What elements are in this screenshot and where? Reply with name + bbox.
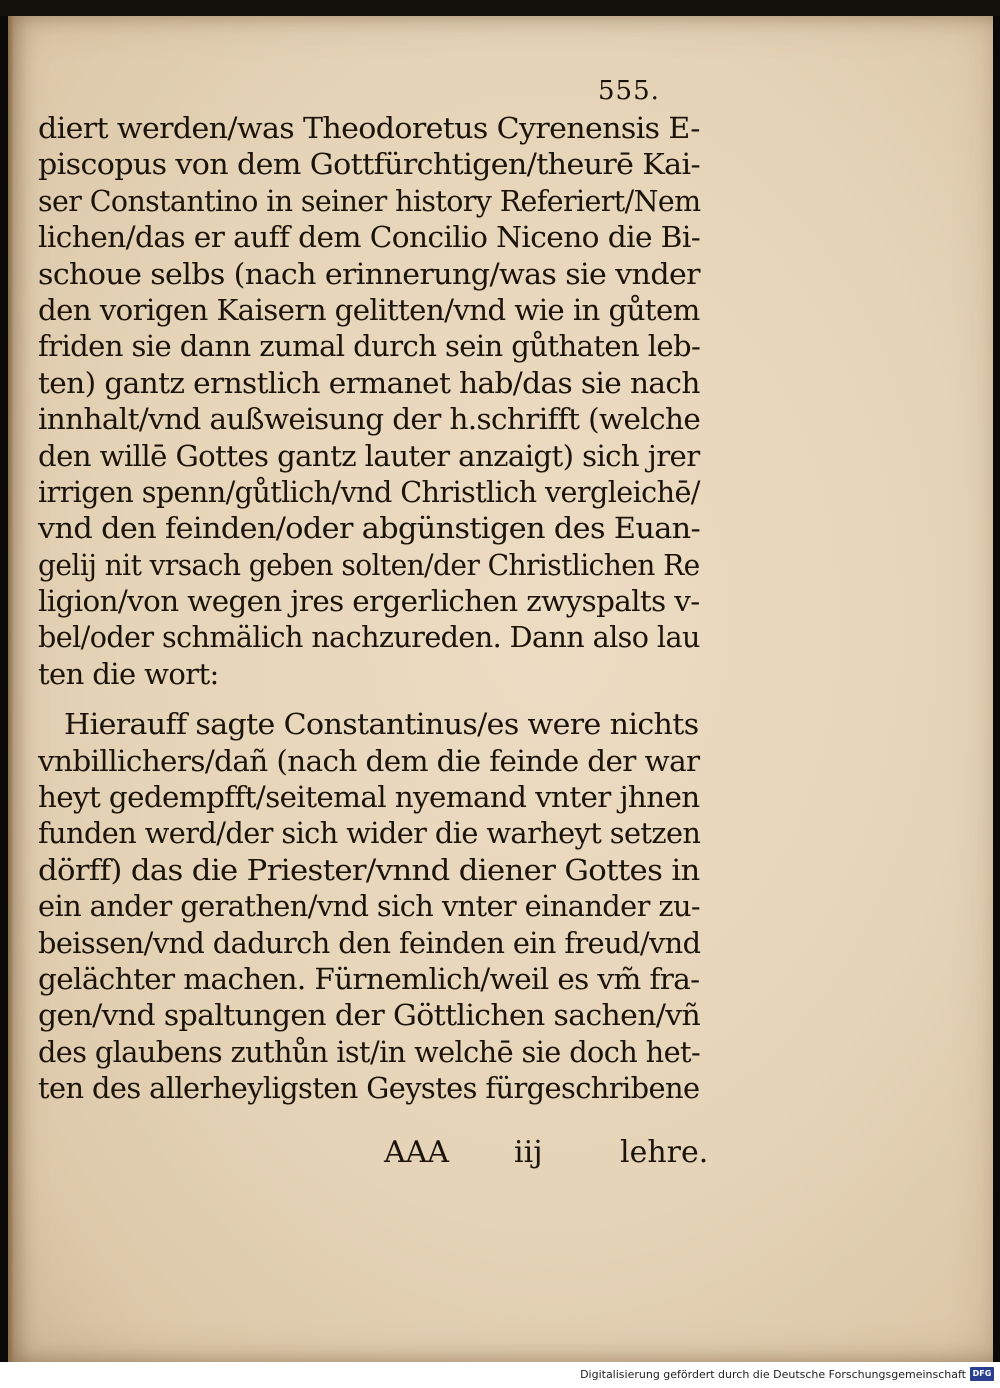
text-line: friden sie dann zumal durch sein gůthaten leb- bbox=[38, 329, 701, 364]
text-line: lichen/das er auff dem Concilio Niceno die Bi- bbox=[38, 220, 701, 255]
paragraph-1 bbox=[38, 110, 708, 692]
text-line: bel/oder schmälich nachzureden. Dann also lau bbox=[38, 620, 700, 655]
scan-top-strip bbox=[0, 0, 1000, 16]
text-line: den willē Gottes gantz lauter anzaigt) sich jrer bbox=[38, 438, 700, 473]
page-number: 555. bbox=[598, 76, 660, 106]
text-line: vnbillichers/dañ (nach dem die feinde der war bbox=[38, 743, 700, 778]
text-line: des glaubens zuthůn ist/in welchē sie doch het- bbox=[38, 1034, 701, 1069]
paragraph-2 bbox=[38, 706, 708, 1106]
text-line: irrigen spenn/gůtlich/vnd Christlich vergleichē/ bbox=[38, 474, 700, 509]
text-line: dörff) das die Priester/vnnd diener Gottes in bbox=[38, 852, 700, 887]
text-line: Hierauff sagte Constantinus/es were nichts bbox=[64, 707, 699, 742]
text-line: innhalt/vnd außweisung der h.schrifft (welche bbox=[38, 402, 701, 437]
text-line: gen/vnd spaltungen der Göttlichen sachen/vñ bbox=[38, 998, 701, 1033]
text-line: heyt gedempfft/seitemal nyemand vnter jhnen bbox=[38, 780, 700, 815]
text-line: ten die wort: bbox=[38, 656, 219, 691]
text-line: ten) gantz ernstlich ermanet hab/das sie nach bbox=[38, 365, 700, 400]
text-line: vnd den feinden/oder abgünstigen des Euan- bbox=[38, 511, 701, 546]
funding-credit: Digitalisierung gefördert durch die Deutsche Forschungsgemeinschaft bbox=[580, 1368, 966, 1381]
text-line: den vorigen Kaisern gelitten/vnd wie in gůtem bbox=[38, 292, 700, 327]
dfg-logo-icon: DFG bbox=[970, 1367, 994, 1381]
signature-number: iij bbox=[514, 1135, 543, 1170]
text-line: schoue selbs (nach erinnerung/was sie vnder bbox=[38, 256, 700, 291]
text-line: gelij nit vrsach geben solten/der Christlichen Re bbox=[38, 547, 700, 582]
page-gutter-shadow bbox=[8, 16, 14, 1362]
footer-bar bbox=[0, 1362, 1000, 1388]
text-line: ten des allerheyligsten Geystes fürgeschribene bbox=[38, 1071, 700, 1106]
text-line: ser Constantino in seiner history Referiert/Nem bbox=[38, 183, 701, 218]
signature-mark: AAA bbox=[384, 1135, 449, 1170]
text-line: beissen/vnd dadurch den feinden ein freud/vnd bbox=[38, 925, 701, 960]
catchword: lehre. bbox=[620, 1135, 709, 1170]
text-line: ein ander gerathen/vnd sich vnter einander zu- bbox=[38, 889, 701, 924]
text-line: funden werd/der sich wider die warheyt setzen bbox=[38, 816, 701, 851]
text-line: diert werden/was Theodoretus Cyrenensis E- bbox=[38, 111, 700, 145]
text-line: ligion/von wegen jres ergerlichen zwyspalts v- bbox=[38, 584, 700, 619]
text-line: gelächter machen. Fürnemlich/weil es vm̃ fra- bbox=[38, 961, 700, 996]
text-line: piscopus von dem Gottfürchtigen/theurē Kai- bbox=[38, 147, 701, 182]
page-text bbox=[38, 110, 708, 1107]
